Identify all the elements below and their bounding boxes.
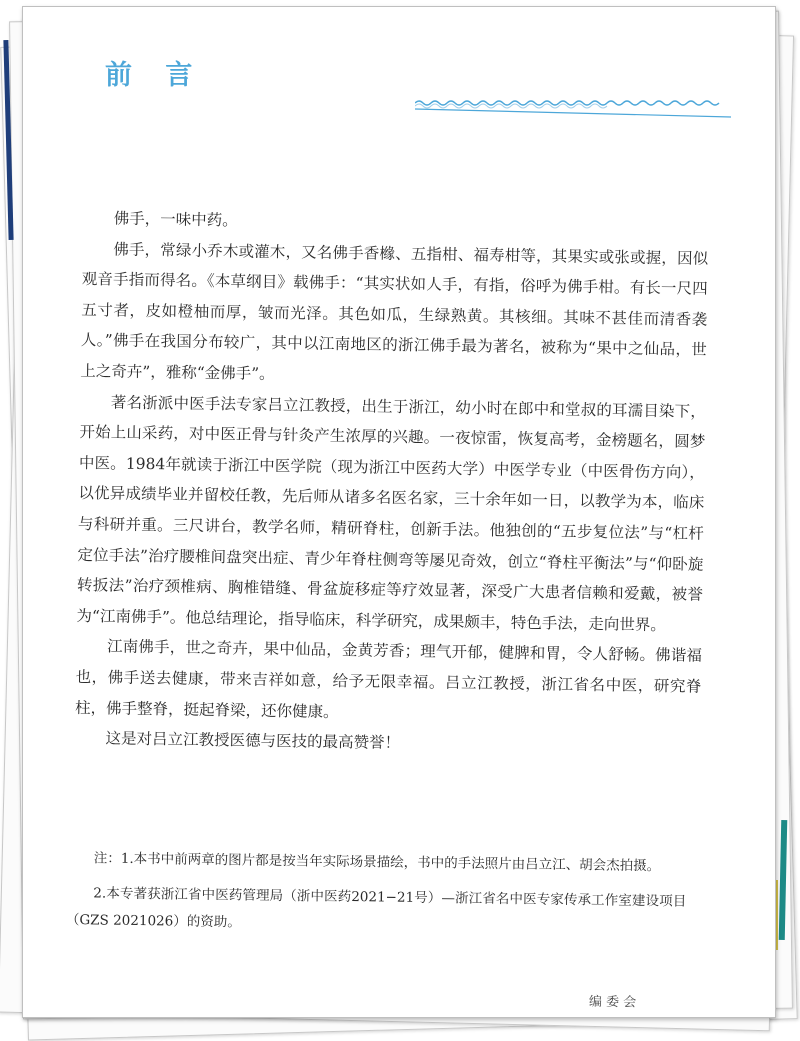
paragraph: 佛手，一味中药。 — [113, 209, 238, 230]
footnotes — [66, 845, 687, 951]
paragraph: 佛手，常绿小乔木或灌木，又名佛手香橼、五指柑、福寿柑等，其果实或张或握，因似观音手指而得名。《本草纲目》载佛手：“其实状如人手，有指，俗呼为佛手柑。有长一尺四五寸者，皮如橙柚而厚，皱而光泽。其色如瓜，生绿熟黄。其核细。其味不甚佳而清香袭人。”佛手在我国分布较广，其中以江南地区的浙江佛手最为著名，被称为“果中之仙品，世上之奇卉”，雅称“金佛手”。 — [80, 240, 709, 383]
paragraph: 江南佛手，世之奇卉，果中仙品，金黄芳香；理气开郁，健脾和胃，令人舒畅。佛谐福也，佛手送去健康，带来吉祥如意，给予无限幸福。吕立江教授，浙江省名中医，研究脊柱，佛手整脊，挺起脊梁，还你健康。 — [74, 637, 703, 721]
footnote: 注：1.本书中前两章的图片都是按当年实际场景描绘，书中的手法照片由吕立江、胡会杰拍摄。 — [93, 850, 661, 875]
page-title: 前 言 — [105, 60, 205, 91]
decorative-wave-rule — [415, 95, 735, 119]
paragraph: 这是对吕立江教授医德与医技的最高赞誉！ — [105, 729, 401, 753]
paragraph: 著名浙派中医手法专家吕立江教授，出生于浙江，幼小时在郎中和堂叔的耳濡目染下，开始上山采药，对中医正骨与针灸产生浓厚的兴趣。一夜惊雷，恢复高考，金榜题名，圆梦中医。1984年就读于浙江中医学院（现为浙江中医药大学）中医学专业（中医骨伤方向），以优异成绩毕业并留校任教，先后师从诸多名医名家，三十余年如一日，以教学为本，临床与科研并重。三尺讲台，教学名师，精研脊柱，创新手法。他独创的“五步复位法”与“杠杆定位手法”治疗腰椎间盘突出症、青少年脊柱侧弯等屡见奇效，创立“脊柱平衡法”与“仰卧旋转扳法”治疗颈椎病、胸椎错缝、骨盆旋移症等疗效显著，深受广大患者信赖和爱戴，被誉为“江南佛手”。他总结理论，指导临床，科学研究，成果颇丰，特色手法，走向世界。 — [76, 393, 706, 634]
book-page — [22, 6, 776, 1018]
footnote: 2.本专著获浙江省中医药管理局（浙中医药2021−21号）—浙江省名中医专家传承工作室建设项目（GZS 2021026）的资助。 — [65, 885, 687, 931]
signature-partial: 编 委 会 — [588, 994, 637, 1011]
preface-body — [74, 203, 709, 763]
